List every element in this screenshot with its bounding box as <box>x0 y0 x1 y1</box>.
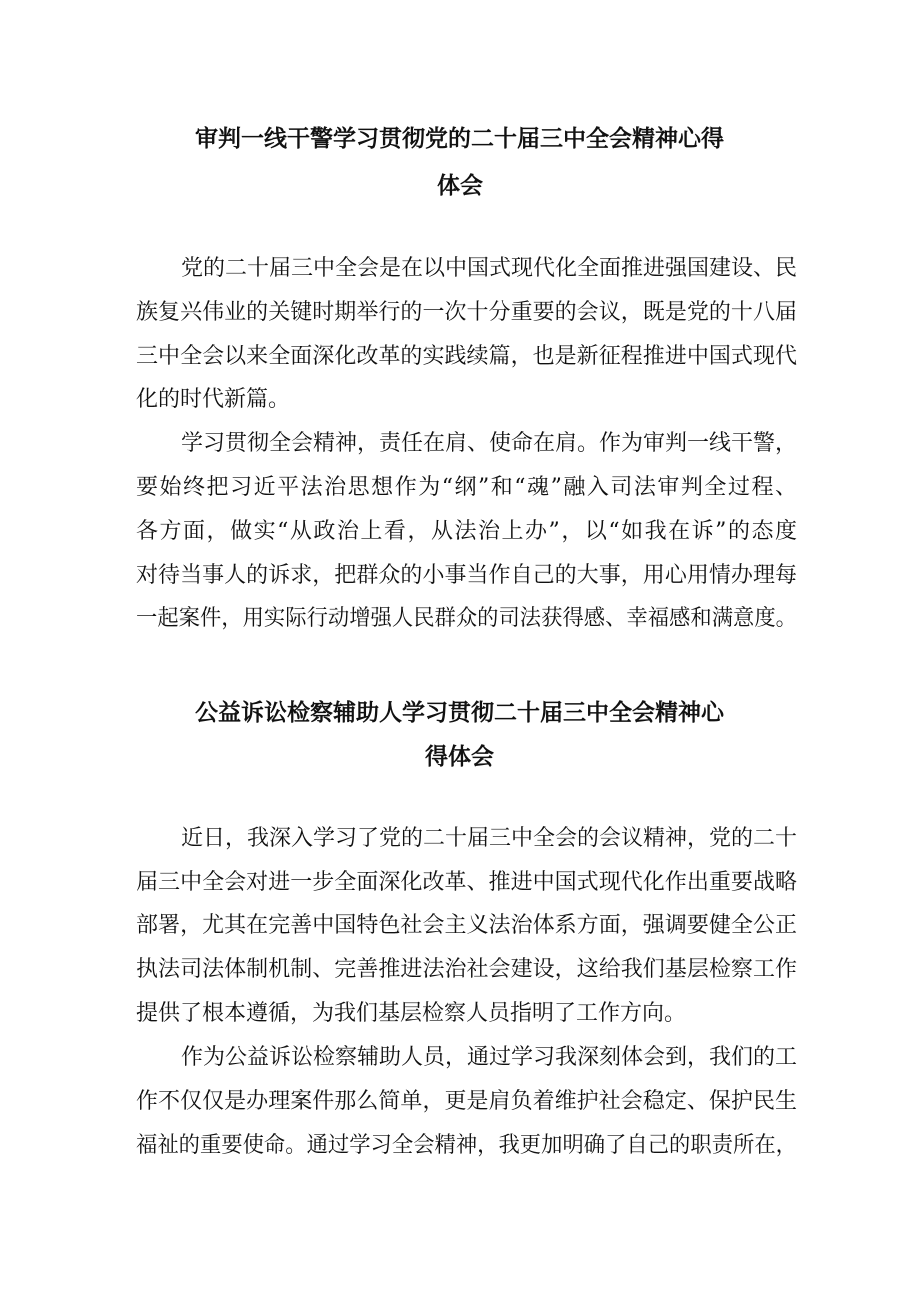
section-1-para-2-line-4: 对待当事人的诉求，把群众的小事当作自己的大事，用心用情办理每 <box>136 563 798 588</box>
section-2-title-line-1: 公益诉讼检察辅助人学习贯彻二十届三中全会精神心 <box>195 700 724 726</box>
section-2-para-1-line-3: 部署，尤其在完善中国特色社会主义法治体系方面，强调要健全公正 <box>136 913 798 938</box>
section-2-para-1-line-4: 执法司法体制机制、完善推进法治社会建设，这给我们基层检察工作 <box>136 957 798 982</box>
section-1-title-line-2: 体会 <box>437 173 483 199</box>
section-1-para-2-line-1: 学习贯彻全会精神，责任在肩、使命在肩。作为审判一线干警， <box>181 431 798 456</box>
section-2-para-2-line-1: 作为公益诉讼检察辅助人员，通过学习我深刻体会到，我们的工 <box>181 1045 798 1070</box>
section-2-para-1-line-1: 近日，我深入学习了党的二十届三中全会的会议精神，党的二十 <box>181 826 798 851</box>
section-1-para-2-line-3: 各方面，做实“从政治上看，从法治上办”，以“如我在诉”的态度 <box>136 519 799 544</box>
section-1-para-2-line-2: 要始终把习近平法治思想作为“纲”和“魂”融入司法审判全过程、 <box>136 475 799 500</box>
section-1-para-2-line-5: 一起案件，用实际行动增强人民群众的司法获得感、幸福感和满意度。 <box>136 606 798 631</box>
section-1-para-1-line-3: 三中全会以来全面深化改革的实践续篇，也是新征程推进中国式现代 <box>136 344 798 369</box>
section-2-para-1-line-5: 提供了根本遵循，为我们基层检察人员指明了工作方向。 <box>136 1001 687 1026</box>
section-1-title-line-1: 审判一线干警学习贯彻党的二十届三中全会精神心得 <box>195 126 724 152</box>
section-2-para-2-line-2: 作不仅仅是办理案件那么简单，更是肩负着维护社会稳定、保护民生 <box>136 1089 798 1114</box>
section-2-para-1-line-2: 届三中全会对进一步全面深化改革、推进中国式现代化作出重要战略 <box>136 870 798 895</box>
section-1-para-1-line-2: 族复兴伟业的关键时期举行的一次十分重要的会议，既是党的十八届 <box>136 300 798 325</box>
section-1-para-1-line-4: 化的时代新篇。 <box>136 387 291 412</box>
section-2-title-line-2: 得体会 <box>425 744 494 770</box>
section-2-para-2-line-3: 福祉的重要使命。通过学习全会精神，我更加明确了自己的职责所在， <box>136 1133 798 1158</box>
section-1-para-1-line-1: 党的二十届三中全会是在以中国式现代化全面推进强国建设、民 <box>181 256 798 281</box>
